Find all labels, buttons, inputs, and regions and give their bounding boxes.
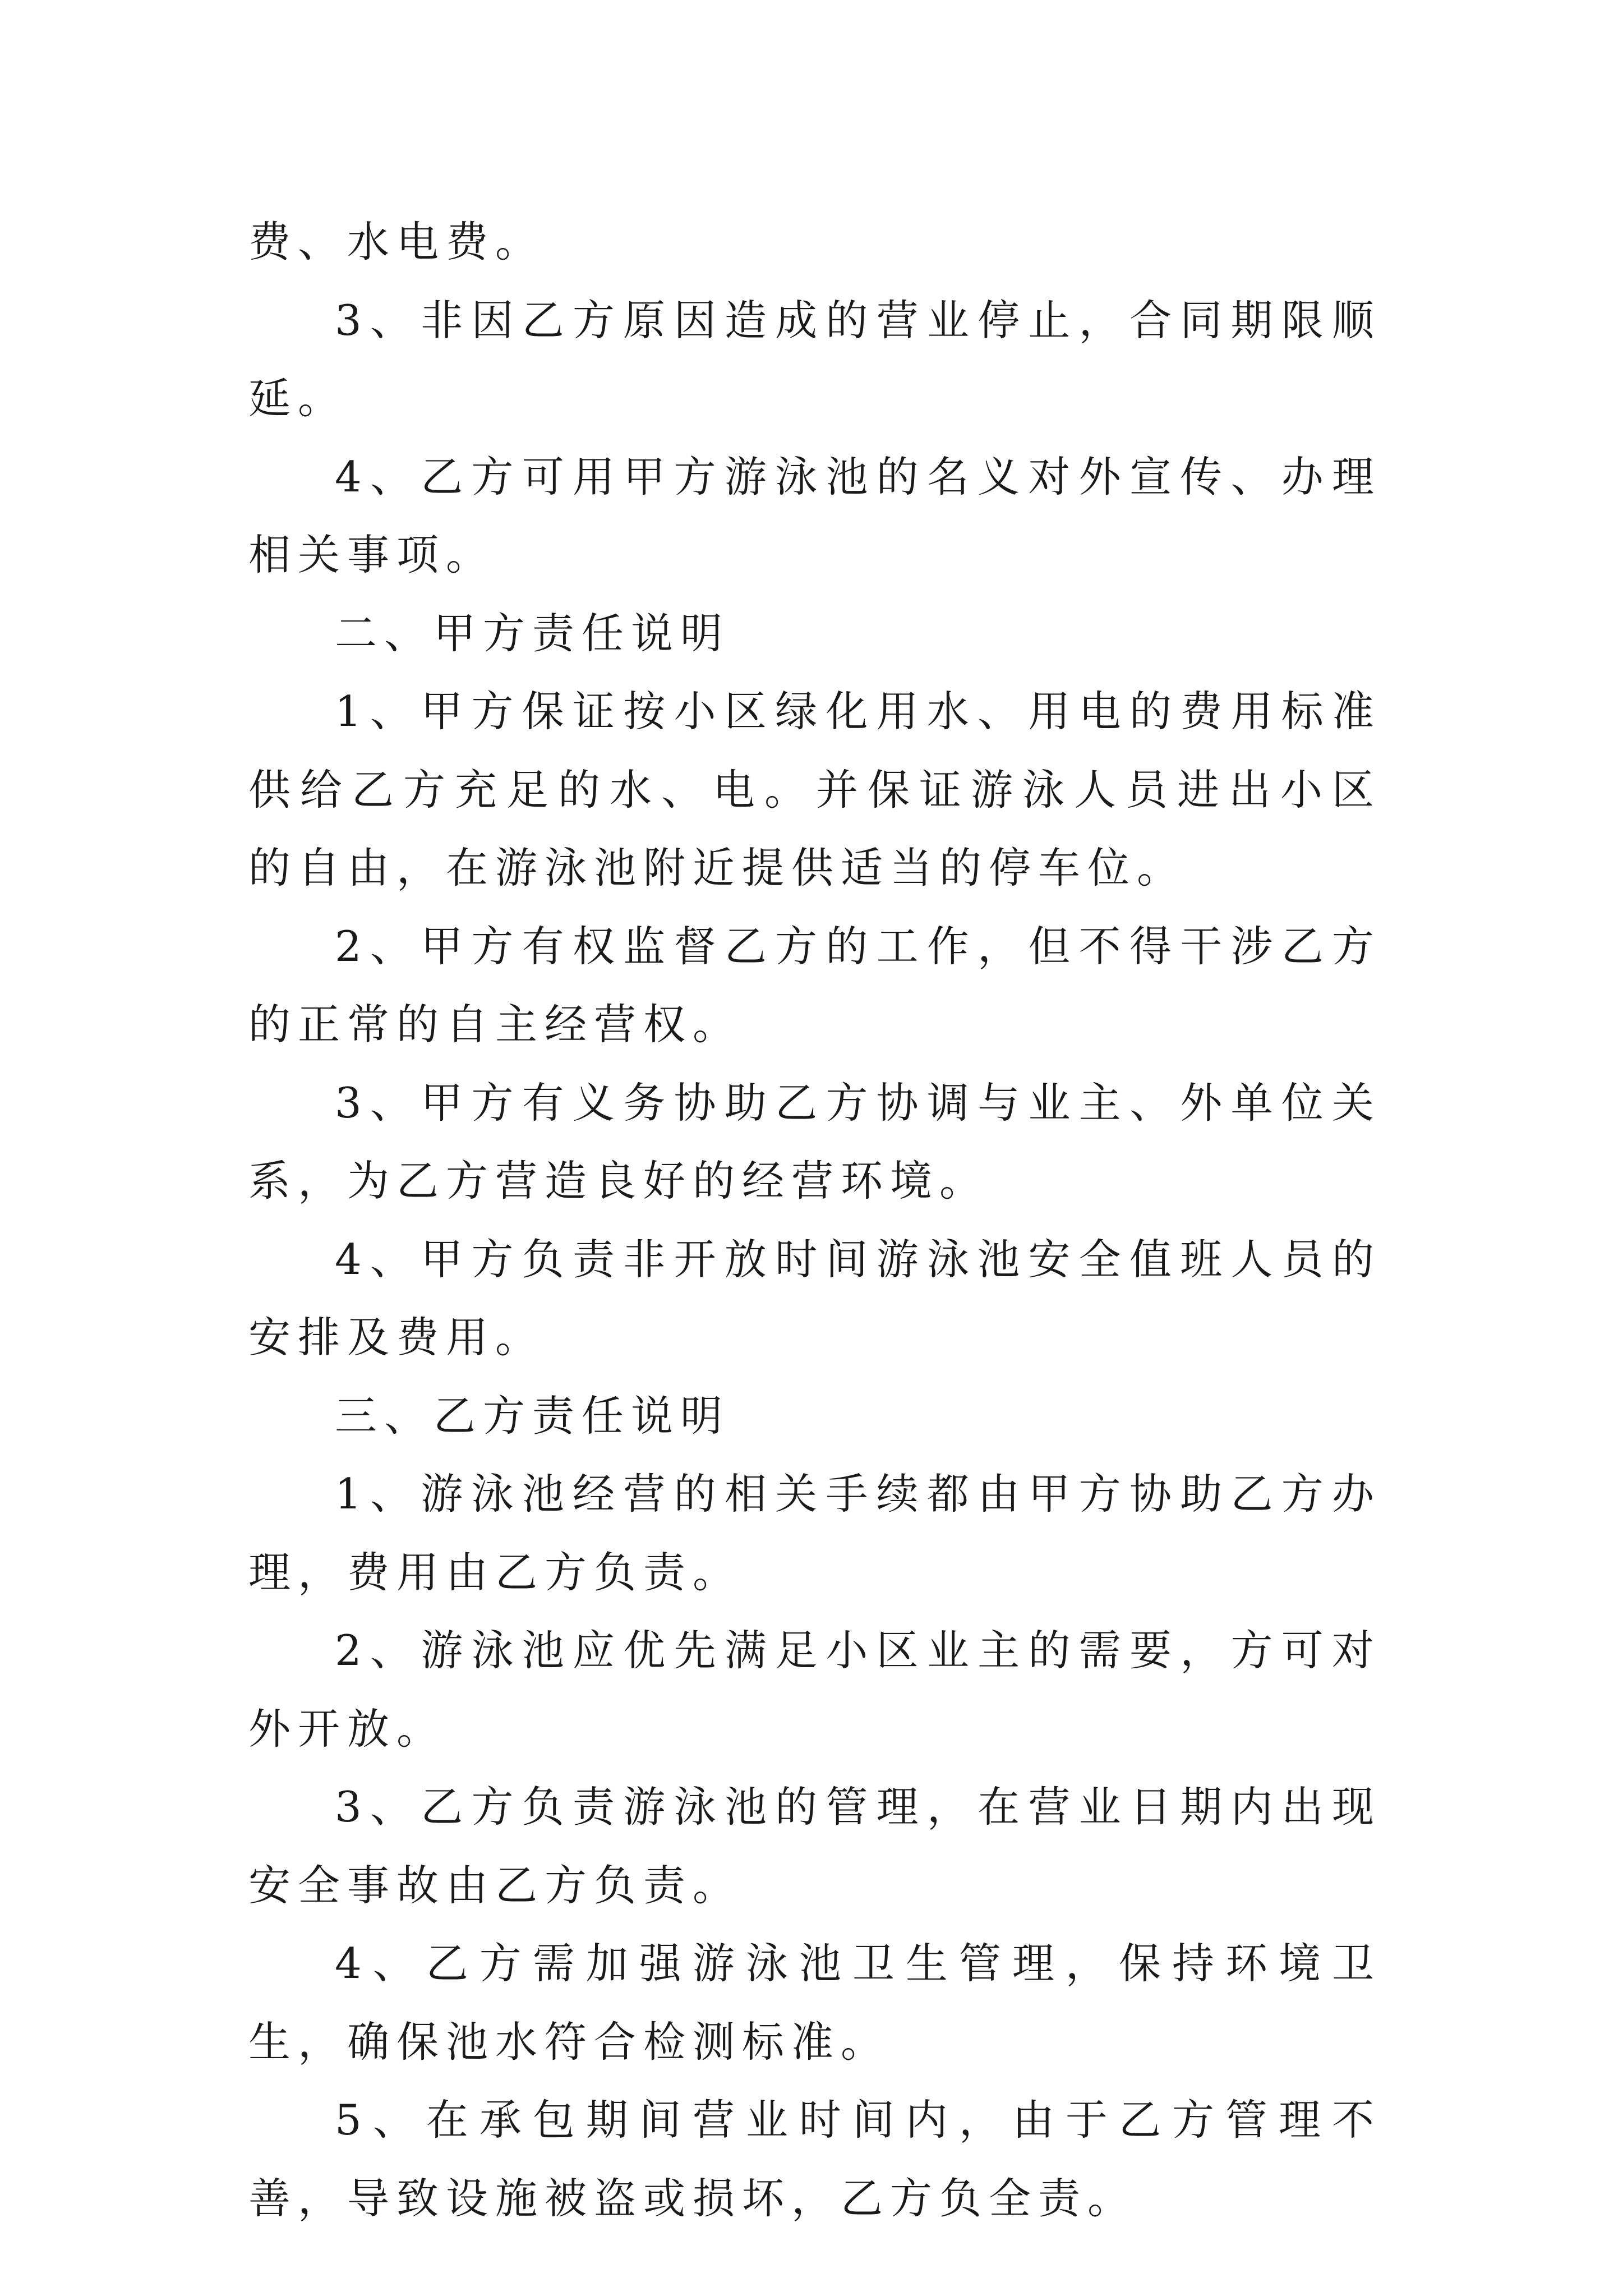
paragraph-clause-3-5: 5、在承包期间营业时间内，由于乙方管理不善，导致设施被盗或损坏，乙方负全责。 bbox=[248, 2095, 1381, 2223]
paragraph-clause-3-4: 4、乙方需加强游泳池卫生管理，保持环境卫生，确保池水符合检测标准。 bbox=[248, 1939, 1381, 2067]
paragraph-clause-3-2: 2、游泳池应优先满足小区业主的需要，方可对外开放。 bbox=[248, 1626, 1381, 1754]
paragraph-clause-2-4: 4、甲方负责非开放时间游泳池安全值班人员的安排及费用。 bbox=[248, 1234, 1381, 1362]
paragraph-clause-1-4: 4、乙方可用甲方游泳池的名义对外宣传、办理相关事项。 bbox=[248, 452, 1381, 579]
paragraph-clause-2-2: 2、甲方有权监督乙方的工作，但不得干涉乙方的正常的自主经营权。 bbox=[248, 921, 1381, 1049]
paragraph-continuation: 费、水电费。 bbox=[248, 217, 545, 266]
paragraph-clause-3-3: 3、乙方负责游泳池的管理，在营业日期内出现安全事故由乙方负责。 bbox=[248, 1782, 1381, 1910]
paragraph-clause-2-1: 1、甲方保证按小区绿化用水、用电的费用标准供给乙方充足的水、电。并保证游泳人员进出小区的自由，在游泳池附近提供适当的停车位。 bbox=[248, 687, 1381, 892]
section-heading-party-a: 二、甲方责任说明 bbox=[335, 608, 730, 658]
paragraph-clause-1-3: 3、非因乙方原因造成的营业停止，合同期限顺延。 bbox=[248, 295, 1381, 423]
paragraph-clause-3-1: 1、游泳池经营的相关手续都由甲方协助乙方办理，费用由乙方负责。 bbox=[248, 1469, 1381, 1597]
document-body bbox=[248, 203, 1381, 2238]
section-heading-party-b: 三、乙方责任说明 bbox=[335, 1391, 730, 1441]
paragraph-clause-2-3: 3、甲方有义务协助乙方协调与业主、外单位关系，为乙方营造良好的经营环境。 bbox=[248, 1078, 1381, 1205]
